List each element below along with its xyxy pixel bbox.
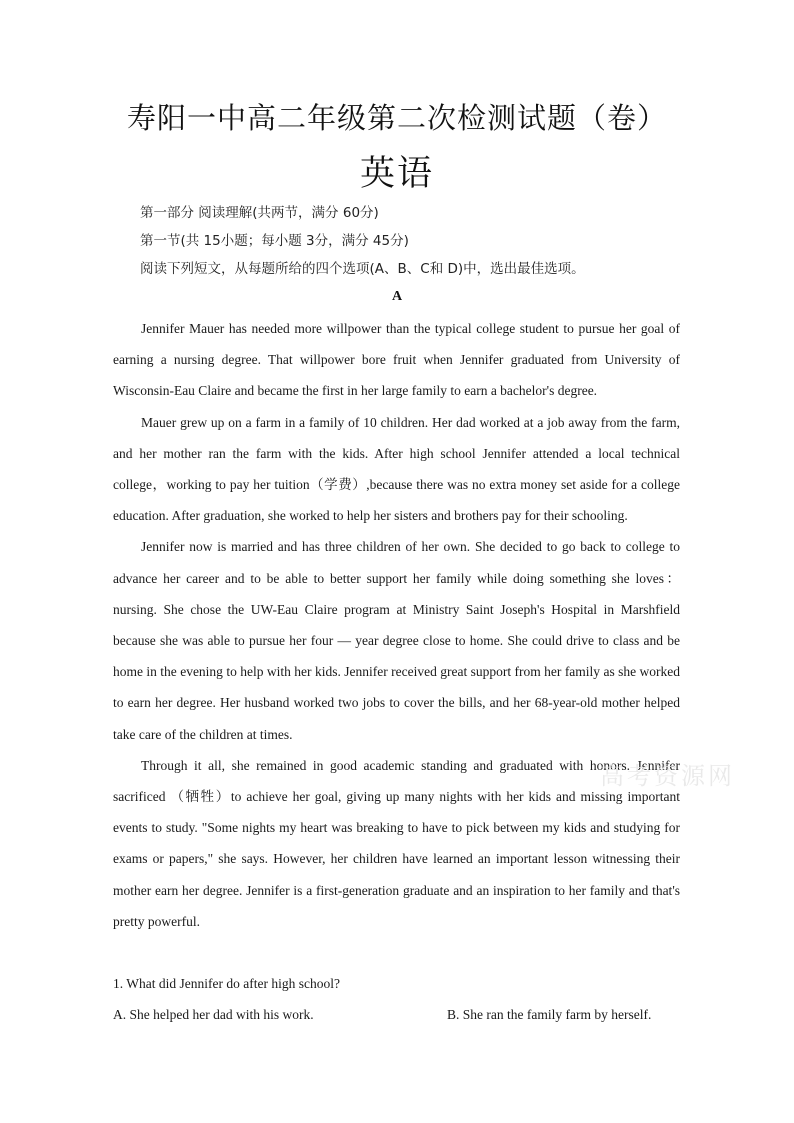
option-a: A. She helped her dad with his work. (113, 1007, 314, 1022)
question-stem: 1. What did Jennifer do after high school? (113, 976, 340, 991)
passage-body (113, 313, 680, 937)
passage-label: A (391, 289, 403, 304)
passage-paragraph: Through it all, she remained in good academic standing and graduated with honors. Jennifer sacrificed （牺牲）to achieve her goal, giving up many nights with her kids and missing important events to study. "Some nights my heart was breaking to have to pick between my kids and studying for exams or papers," she says. However, her children have learned an important lesson witnessing their mother earn her degree. Jennifer is a first-generation graduate and an inspiration to her family and that's pretty powerful. (113, 757, 680, 929)
passage-paragraph: Jennifer now is married and has three children of her own. She decided to go back to college to advance her career and to be able to better support her family while doing something she loves：nursing. She chose the UW-Eau Claire program at Ministry Saint Joseph's Hospital in Marshfield because she was able to pursue her four — year degree close to home. She could drive to class and be home in the evening to help with her kids. Jennifer received great support from her family as she worked to earn her degree. Her husband worked two jobs to cover the bills, and her 68-year-old mother helped take care of the children at times. (113, 539, 680, 742)
exam-subject: 英语 (359, 154, 434, 194)
watermark: 高考资源网 (600, 762, 735, 790)
section-instruction: 第一节(共 15小题；每小题 3分，满分 45分) (140, 233, 409, 249)
passage-paragraph: Mauer grew up on a farm in a family of 10 children. Her dad worked at a job away from the farm, and her mother ran the farm with the kids. After high school Jennifer attended a local technical college，working to pay her tuition（学费）,because there was no extra money set aside for a college education. After graduation, she worked to help her sisters and brothers pay for their schooling. (113, 414, 680, 524)
passage-paragraph: Jennifer Mauer has needed more willpower than the typical college student to pursue her goal of earning a nursing degree. That willpower bore fruit when Jennifer graduated from University of Wisconsin-Eau Claire and became the first in her large family to earn a bachelor's degree. (113, 321, 680, 399)
part-instruction: 第一部分 阅读理解(共两节，满分 60分) (140, 205, 379, 221)
exam-title: 寿阳一中高二年级第二次检测试题（卷） (126, 101, 667, 135)
option-b: B. She ran the family farm by herself. (447, 1007, 652, 1022)
reading-direction: 阅读下列短文，从每题所给的四个选项(A、B、C和 D)中，选出最佳选项。 (140, 261, 585, 277)
